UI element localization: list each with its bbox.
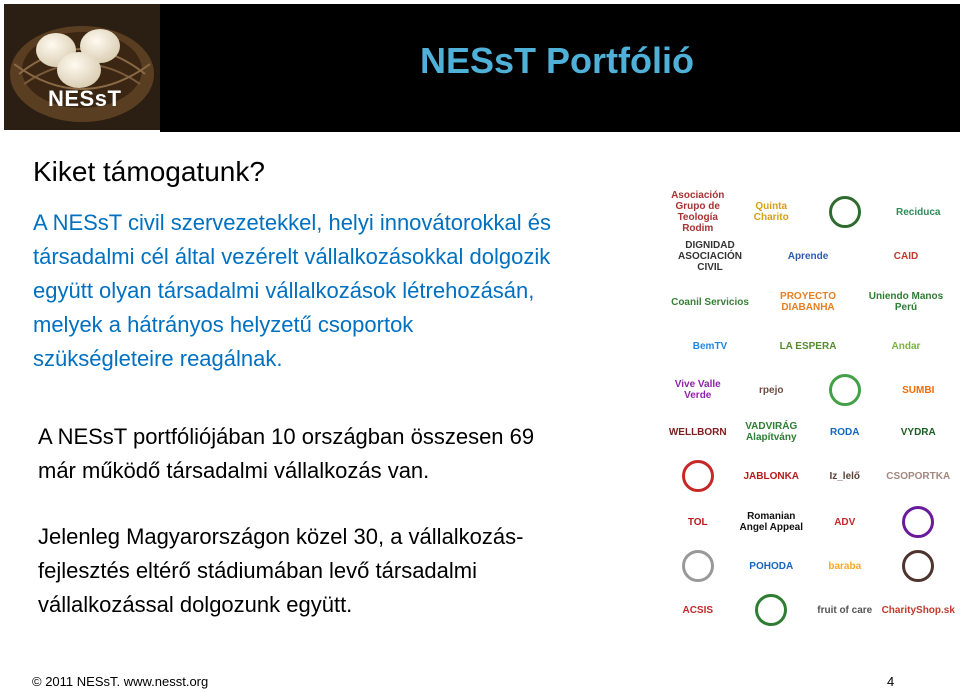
intro-line: A NESsT civil szervezetekkel, helyi innovátorokkal és <box>33 210 552 235</box>
org-logo <box>885 504 953 540</box>
org-logo: Uniendo Manos Perú <box>868 291 944 313</box>
org-logo: rpejo <box>759 384 784 396</box>
org-logo: Quinta Charito <box>753 201 789 223</box>
org-logo: RODA <box>830 426 860 438</box>
footer-copyright: © 2011 NESsT. www.nesst.org <box>32 674 209 689</box>
portfolio-line: már működő társadalmi vállalkozás van. <box>38 458 430 483</box>
hungary-line: vállalkozással dolgozunk együtt. <box>38 592 353 617</box>
intro-paragraph <box>33 206 551 376</box>
portfolio-logo-grid <box>662 190 956 624</box>
org-logo: Romanian Angel Appeal <box>739 511 804 533</box>
portfolio-line: A NESsT portfóliójában 10 országban összesen 69 <box>38 424 535 449</box>
org-logo <box>664 548 732 584</box>
org-logo: ACSIS <box>682 604 714 616</box>
org-logo <box>664 458 732 494</box>
page-number: 4 <box>887 674 895 689</box>
org-logo: Andar <box>891 340 921 352</box>
org-emblem-icon <box>682 460 714 492</box>
org-logo: DIGNIDAD ASOCIACIÓN CIVIL <box>678 239 742 273</box>
org-emblem-icon <box>682 550 714 582</box>
org-logo: Aprende <box>787 250 829 262</box>
org-emblem-icon <box>902 550 934 582</box>
org-logo: VYDRA <box>900 426 936 438</box>
org-logo: TOL <box>687 516 708 528</box>
org-logo: BemTV <box>692 340 728 352</box>
org-logo: JABLONKA <box>743 470 800 482</box>
org-logo: Reciduca <box>896 206 941 218</box>
org-logo <box>885 548 953 584</box>
hungary-line: Jelenleg Magyarországon közel 30, a vállalkozás- <box>38 524 524 549</box>
org-logo: Iz_lelő <box>829 470 861 482</box>
org-logo: Coanil Servicios <box>671 296 749 308</box>
org-logo <box>738 592 806 628</box>
intro-line: szükségleteire reagálnak. <box>33 346 283 371</box>
org-emblem-icon <box>755 594 787 626</box>
org-logo: baraba <box>828 560 862 572</box>
org-emblem-icon <box>902 506 934 538</box>
org-logo: PROYECTO DIABANHA <box>780 291 836 313</box>
org-logo: CharityShop.sk <box>881 604 955 616</box>
org-logo: LA ESPERA <box>779 340 837 352</box>
org-logo <box>811 372 879 408</box>
intro-line: társadalmi cél által vezérelt vállalkozásokkal dolgozik <box>33 244 551 269</box>
page-title: NESsT Portfólió <box>420 40 695 81</box>
nesst-logo <box>4 4 160 130</box>
intro-line: együtt olyan társadalmi vállalkozások létrehozásán, <box>33 278 535 303</box>
org-logo: Vive Valle Verde <box>674 379 721 401</box>
org-logo: Asociación Grupo de Teología Rodim <box>671 190 725 234</box>
hungary-line: fejlesztés eltérő stádiumában levő társadalmi <box>38 558 478 583</box>
org-logo: WELLBORN <box>668 426 727 438</box>
section-heading: Kiket támogatunk? <box>33 156 265 187</box>
org-logo: CAID <box>893 250 919 262</box>
org-logo <box>811 194 879 230</box>
org-emblem-icon <box>829 374 861 406</box>
org-logo: fruit of care <box>817 604 873 616</box>
org-logo: CSOPORTKA <box>886 470 951 482</box>
org-logo: VADVIRÁG Alapítvány <box>745 421 798 443</box>
logo-text: NESsT <box>48 86 122 111</box>
org-logo: POHODA <box>749 560 794 572</box>
org-logo: ADV <box>834 516 856 528</box>
org-logo: SUMBI <box>902 384 935 396</box>
intro-line: melyek a hátrányos helyzetű csoportok <box>33 312 414 337</box>
portfolio-paragraph <box>38 420 534 488</box>
hungary-paragraph <box>38 520 523 622</box>
org-emblem-icon <box>829 196 861 228</box>
